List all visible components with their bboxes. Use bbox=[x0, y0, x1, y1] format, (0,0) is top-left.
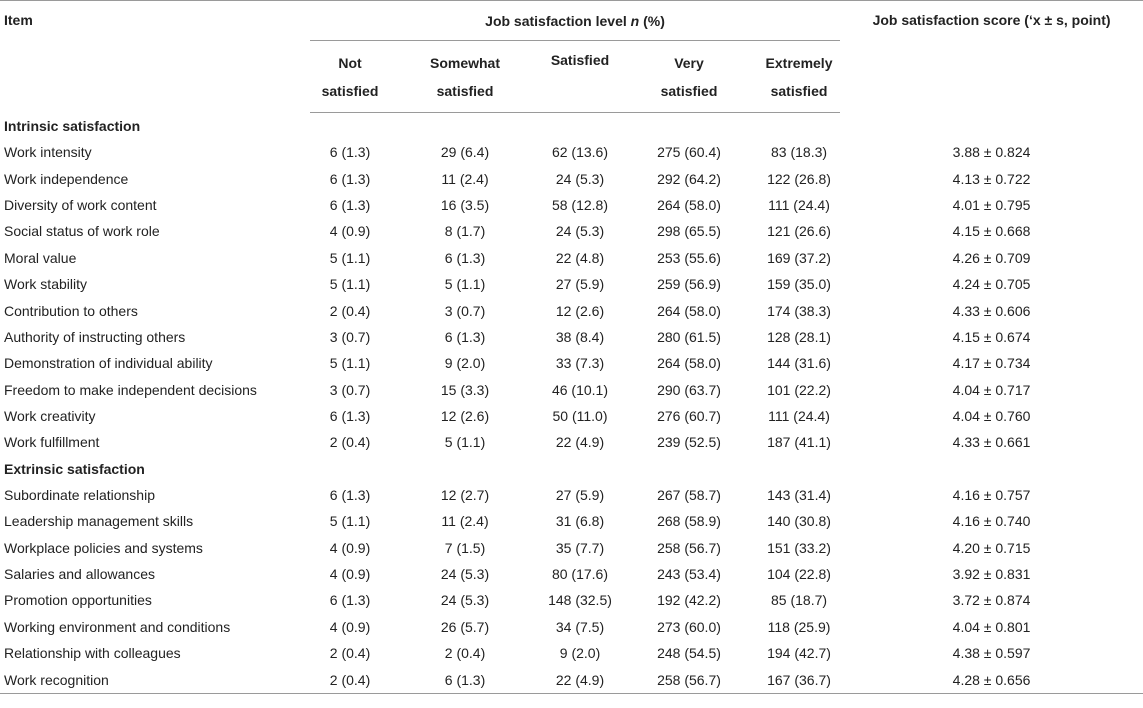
score-cell: 4.33 ± 0.606 bbox=[952, 302, 1031, 319]
level-count-cell: 280 (61.5) bbox=[657, 328, 721, 345]
table-row bbox=[0, 429, 1143, 455]
score-cell: 3.92 ± 0.831 bbox=[952, 566, 1031, 583]
score-cell: 4.26 ± 0.709 bbox=[952, 249, 1031, 266]
table-row bbox=[0, 139, 1143, 165]
item-cell: Leadership management skills bbox=[4, 513, 194, 530]
level-count-cell: 34 (7.5) bbox=[555, 618, 605, 635]
level-count-cell: 9 (2.0) bbox=[444, 355, 486, 372]
level-count-cell: 58 (12.8) bbox=[551, 196, 609, 213]
header-row-top bbox=[0, 1, 1143, 41]
level-count-cell: 7 (1.5) bbox=[444, 539, 486, 556]
level-count-cell: 85 (18.7) bbox=[771, 592, 828, 609]
score-cell: 4.04 ± 0.760 bbox=[952, 408, 1031, 425]
score-cell: 4.13 ± 0.722 bbox=[952, 170, 1031, 187]
item-column-header: Item bbox=[0, 1, 310, 113]
level-count-cell: 12 (2.7) bbox=[440, 486, 490, 503]
level-header-n: n bbox=[630, 12, 640, 29]
score-cell: 4.16 ± 0.757 bbox=[952, 486, 1031, 503]
level-count-cell: 8 (1.7) bbox=[444, 223, 486, 240]
item-cell: Workplace policies and systems bbox=[4, 539, 203, 556]
level-count-cell: 6 (1.3) bbox=[329, 486, 371, 503]
level-count-cell: 143 (31.4) bbox=[767, 486, 831, 503]
level-count-cell: 239 (52.5) bbox=[657, 434, 721, 451]
score-cell: 4.16 ± 0.740 bbox=[952, 513, 1031, 530]
level-count-cell: 264 (58.0) bbox=[657, 302, 721, 319]
col-header-extremely-satisfied bbox=[758, 41, 840, 113]
level-count-cell: 9 (2.0) bbox=[559, 645, 601, 662]
level-count-cell: 276 (60.7) bbox=[657, 408, 721, 425]
score-cell: 4.15 ± 0.668 bbox=[952, 223, 1031, 240]
table-row bbox=[0, 561, 1143, 587]
score-column-header: Job satisfaction score (‘x ± s, point) bbox=[840, 1, 1143, 113]
item-cell: Moral value bbox=[4, 249, 77, 266]
level-count-cell: 50 (11.0) bbox=[552, 408, 608, 425]
level-count-cell: 6 (1.3) bbox=[444, 328, 486, 345]
level-count-cell: 3 (0.7) bbox=[329, 381, 371, 398]
score-cell: 4.33 ± 0.661 bbox=[952, 434, 1031, 451]
level-count-cell: 83 (18.3) bbox=[771, 144, 828, 161]
item-cell: Work creativity bbox=[4, 408, 96, 425]
level-count-cell: 80 (17.6) bbox=[551, 566, 609, 583]
level-count-cell: 259 (56.9) bbox=[657, 276, 721, 293]
item-cell: Work fulfillment bbox=[4, 434, 100, 451]
level-count-cell: 258 (56.7) bbox=[620, 666, 758, 693]
item-cell: Promotion opportunities bbox=[4, 592, 152, 609]
level-count-cell: 22 (4.9) bbox=[540, 666, 620, 693]
level-count-cell: 38 (8.4) bbox=[555, 328, 605, 345]
level-count-cell: 292 (64.2) bbox=[657, 170, 721, 187]
level-count-cell: 3 (0.7) bbox=[329, 328, 371, 345]
level-count-cell: 6 (1.3) bbox=[390, 666, 540, 693]
table-row bbox=[0, 271, 1143, 297]
level-count-cell: 15 (3.3) bbox=[440, 381, 490, 398]
score-cell: 4.20 ± 0.715 bbox=[952, 539, 1031, 556]
level-count-cell: 11 (2.4) bbox=[441, 170, 489, 187]
col-header-line2: satisfied bbox=[770, 82, 828, 99]
level-count-cell: 140 (30.8) bbox=[767, 513, 831, 530]
score-cell: 3.88 ± 0.824 bbox=[952, 144, 1031, 161]
score-cell: 4.38 ± 0.597 bbox=[952, 645, 1031, 662]
score-cell: 4.04 ± 0.801 bbox=[952, 618, 1031, 635]
col-header-line1: Somewhat bbox=[429, 54, 500, 71]
item-cell: Working environment and conditions bbox=[4, 618, 231, 635]
level-count-cell: 5 (1.1) bbox=[329, 276, 371, 293]
level-count-cell: 144 (31.6) bbox=[767, 355, 831, 372]
level-count-cell: 5 (1.1) bbox=[329, 249, 371, 266]
score-cell: 4.01 ± 0.795 bbox=[952, 196, 1031, 213]
table-row bbox=[0, 297, 1143, 323]
level-count-cell: 6 (1.3) bbox=[329, 196, 371, 213]
level-count-cell: 121 (26.6) bbox=[767, 223, 831, 240]
level-count-cell: 6 (1.3) bbox=[329, 408, 371, 425]
item-cell: Diversity of work content bbox=[4, 196, 157, 213]
level-count-cell: 243 (53.4) bbox=[657, 566, 721, 583]
col-header-very-satisfied bbox=[620, 41, 758, 113]
item-cell: Work independence bbox=[4, 170, 129, 187]
col-header-line2: satisfied bbox=[321, 82, 379, 99]
level-count-cell: 4 (0.9) bbox=[329, 566, 371, 583]
level-count-cell: 22 (4.8) bbox=[555, 249, 605, 266]
table-row bbox=[0, 324, 1143, 350]
level-count-cell: 5 (1.1) bbox=[329, 355, 371, 372]
table-header bbox=[0, 1, 1143, 113]
section-row bbox=[0, 113, 1143, 140]
col-header-satisfied bbox=[540, 41, 620, 113]
table-row bbox=[0, 377, 1143, 403]
level-count-cell: 2 (0.4) bbox=[329, 434, 371, 451]
level-count-cell: 2 (0.4) bbox=[444, 645, 486, 662]
item-cell: Work intensity bbox=[4, 144, 92, 161]
level-count-cell: 2 (0.4) bbox=[329, 645, 371, 662]
level-header-suffix: (%) bbox=[639, 12, 665, 29]
level-count-cell: 4 (0.9) bbox=[329, 539, 371, 556]
table-row bbox=[0, 587, 1143, 613]
table-row bbox=[0, 640, 1143, 666]
table-row bbox=[0, 666, 1143, 693]
level-count-cell: 2 (0.4) bbox=[329, 302, 371, 319]
level-count-cell: 264 (58.0) bbox=[657, 196, 721, 213]
level-count-cell: 104 (22.8) bbox=[767, 566, 831, 583]
col-header-line1: Not bbox=[338, 54, 362, 71]
level-count-cell: 273 (60.0) bbox=[657, 618, 721, 635]
level-count-cell: 192 (42.2) bbox=[657, 592, 721, 609]
level-count-cell: 6 (1.3) bbox=[329, 144, 371, 161]
level-count-cell: 26 (5.7) bbox=[440, 618, 490, 635]
col-header-not-satisfied bbox=[310, 41, 390, 113]
score-cell: 4.15 ± 0.674 bbox=[952, 328, 1031, 345]
item-cell: Demonstration of individual ability bbox=[4, 355, 213, 372]
item-cell: Work recognition bbox=[0, 666, 310, 693]
col-header-somewhat-satisfied bbox=[390, 41, 540, 113]
item-cell: Freedom to make independent decisions bbox=[4, 381, 257, 398]
table-row bbox=[0, 614, 1143, 640]
level-count-cell: 118 (25.9) bbox=[767, 618, 831, 635]
level-count-cell: 268 (58.9) bbox=[657, 513, 721, 530]
level-count-cell: 5 (1.1) bbox=[444, 276, 486, 293]
section-title: Extrinsic satisfaction bbox=[4, 460, 145, 477]
level-count-cell: 169 (37.2) bbox=[767, 249, 831, 266]
item-cell: Contribution to others bbox=[4, 302, 138, 319]
table-row bbox=[0, 165, 1143, 191]
table-row bbox=[0, 534, 1143, 560]
satisfaction-level-header bbox=[310, 1, 840, 41]
score-cell: 3.72 ± 0.874 bbox=[952, 592, 1031, 609]
level-count-cell: 167 (36.7) bbox=[758, 666, 840, 693]
level-count-cell: 248 (54.5) bbox=[657, 645, 721, 662]
level-count-cell: 5 (1.1) bbox=[444, 434, 486, 451]
level-count-cell: 16 (3.5) bbox=[440, 196, 490, 213]
level-count-cell: 101 (22.2) bbox=[767, 381, 831, 398]
col-header-line1: Very bbox=[674, 54, 704, 71]
level-count-cell: 4 (0.9) bbox=[329, 618, 371, 635]
level-count-cell: 4 (0.9) bbox=[329, 223, 371, 240]
table-row bbox=[0, 218, 1143, 244]
table-row bbox=[0, 403, 1143, 429]
level-count-cell: 24 (5.3) bbox=[555, 223, 605, 240]
level-count-cell: 187 (41.1) bbox=[767, 434, 831, 451]
col-header-line2: satisfied bbox=[660, 82, 718, 99]
score-cell: 4.28 ± 0.656 bbox=[840, 666, 1143, 693]
level-count-cell: 31 (6.8) bbox=[555, 513, 605, 530]
score-cell: 4.17 ± 0.734 bbox=[952, 355, 1031, 372]
level-count-cell: 24 (5.3) bbox=[555, 170, 605, 187]
section-row bbox=[0, 456, 1143, 482]
level-count-cell: 5 (1.1) bbox=[329, 513, 371, 530]
level-header-prefix: Job satisfaction level bbox=[485, 12, 631, 29]
level-count-cell: 267 (58.7) bbox=[657, 486, 721, 503]
level-count-cell: 29 (6.4) bbox=[440, 144, 490, 161]
item-cell: Salaries and allowances bbox=[4, 566, 155, 583]
item-cell: Subordinate relationship bbox=[4, 486, 155, 503]
level-count-cell: 24 (5.3) bbox=[440, 566, 490, 583]
level-count-cell: 33 (7.3) bbox=[555, 355, 605, 372]
level-count-cell: 298 (65.5) bbox=[657, 223, 721, 240]
level-count-cell: 3 (0.7) bbox=[444, 302, 486, 319]
level-count-cell: 35 (7.7) bbox=[555, 539, 605, 556]
table-body bbox=[0, 113, 1143, 694]
level-count-cell: 12 (2.6) bbox=[440, 408, 490, 425]
level-count-cell: 174 (38.3) bbox=[767, 302, 831, 319]
level-count-cell: 253 (55.6) bbox=[657, 249, 721, 266]
level-count-cell: 22 (4.9) bbox=[555, 434, 605, 451]
level-count-cell: 159 (35.0) bbox=[767, 276, 831, 293]
level-count-cell: 111 (24.4) bbox=[768, 196, 830, 213]
col-header-line1: Satisfied bbox=[550, 52, 610, 68]
level-count-cell: 11 (2.4) bbox=[441, 513, 489, 530]
level-count-cell: 46 (10.1) bbox=[551, 381, 609, 398]
level-count-cell: 6 (1.3) bbox=[329, 592, 371, 609]
table-row bbox=[0, 350, 1143, 376]
level-count-cell: 27 (5.9) bbox=[555, 276, 605, 293]
level-count-cell: 6 (1.3) bbox=[329, 170, 371, 187]
table-row bbox=[0, 508, 1143, 534]
level-count-cell: 122 (26.8) bbox=[767, 170, 831, 187]
level-count-cell: 2 (0.4) bbox=[310, 666, 390, 693]
item-cell: Relationship with colleagues bbox=[4, 645, 181, 662]
level-count-cell: 62 (13.6) bbox=[551, 144, 609, 161]
score-cell: 4.04 ± 0.717 bbox=[952, 381, 1031, 398]
level-count-cell: 27 (5.9) bbox=[555, 486, 605, 503]
level-count-cell: 258 (56.7) bbox=[657, 539, 721, 556]
level-count-cell: 194 (42.7) bbox=[767, 645, 831, 662]
level-count-cell: 264 (58.0) bbox=[657, 355, 721, 372]
level-count-cell: 111 (24.4) bbox=[768, 408, 830, 425]
level-count-cell: 12 (2.6) bbox=[555, 302, 605, 319]
col-header-line2: satisfied bbox=[436, 82, 494, 99]
level-count-cell: 128 (28.1) bbox=[767, 328, 831, 345]
level-count-cell: 151 (33.2) bbox=[767, 539, 831, 556]
level-count-cell: 24 (5.3) bbox=[440, 592, 490, 609]
table-row bbox=[0, 245, 1143, 271]
score-cell: 4.24 ± 0.705 bbox=[952, 276, 1031, 293]
section-title: Intrinsic satisfaction bbox=[4, 118, 141, 134]
col-header-line1: Extremely bbox=[765, 54, 833, 71]
item-cell: Social status of work role bbox=[4, 223, 160, 240]
level-count-cell: 275 (60.4) bbox=[657, 144, 721, 161]
item-cell: Authority of instructing others bbox=[4, 328, 186, 345]
level-count-cell: 148 (32.5) bbox=[548, 592, 612, 609]
level-count-cell: 6 (1.3) bbox=[444, 249, 486, 266]
table-row bbox=[0, 192, 1143, 218]
item-cell: Work stability bbox=[4, 276, 87, 293]
table-row bbox=[0, 482, 1143, 508]
level-count-cell: 290 (63.7) bbox=[657, 381, 721, 398]
